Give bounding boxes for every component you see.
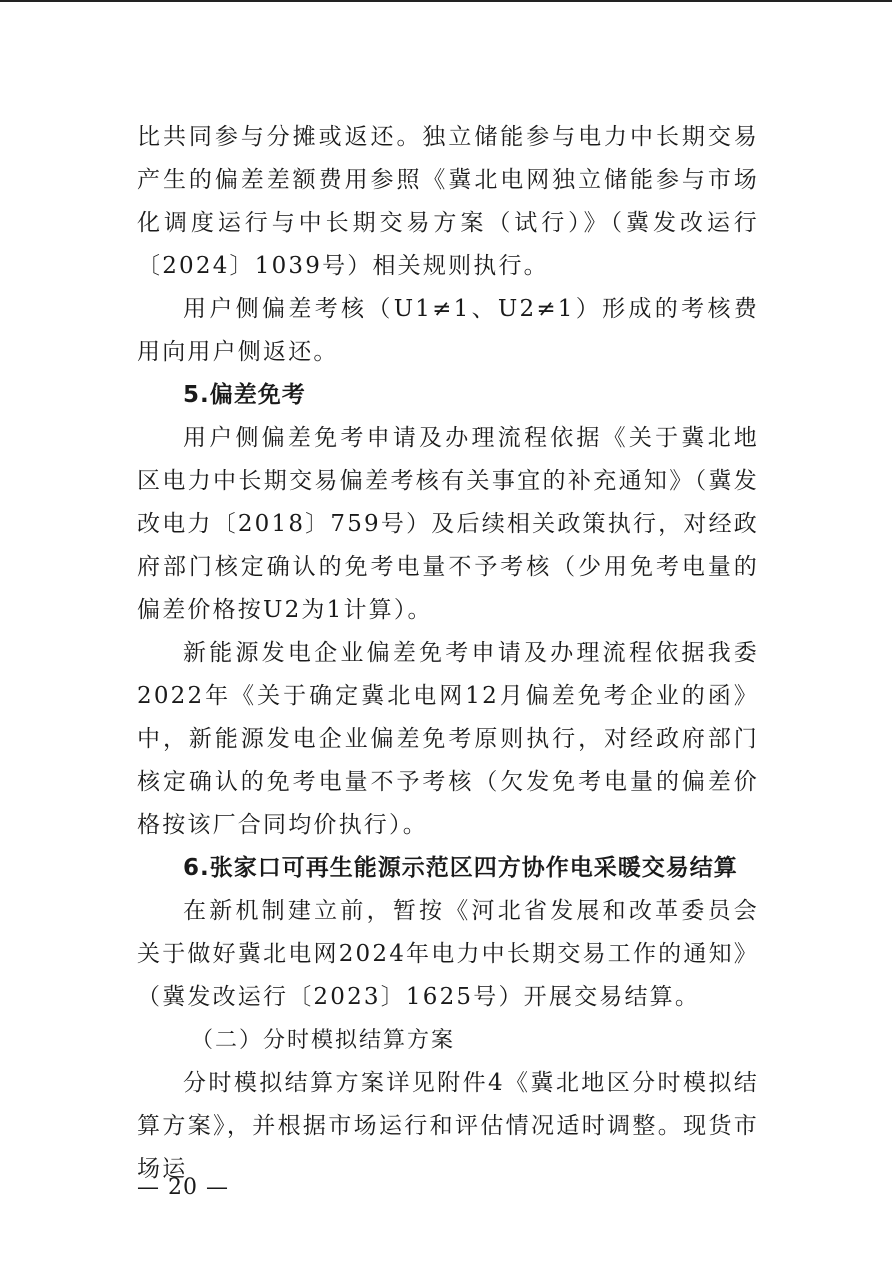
paragraph-storage-deviation-fees: 比共同参与分摊或返还。独立储能参与电力中长期交易产生的偏差差额费用参照《冀北电网独立储能参与市场化调度运行与中长期交易方案（试行）》（冀发改运行〔2024〕1039号）相关规则执行。: [137, 124, 759, 279]
paragraph-user-side-assessment: 用户侧偏差考核（U1≠1、U2≠1）形成的考核费用向用户侧返还。: [137, 296, 759, 365]
section-heading-deviation-exemption: 5.偏差免考: [183, 382, 306, 408]
paragraph-user-side-exemption: 用户侧偏差免考申请及办理流程依据《关于冀北地区电力中长期交易偏差考核有关事宜的补充通知》（冀发改电力〔2018〕759号）及后续相关政策执行，对经政府部门核定确认的免考电量不予考核（少用免考电量的偏差价格按U2为1计算）。: [137, 425, 759, 623]
paragraph-new-energy-exemption: 新能源发电企业偏差免考申请及办理流程依据我委2022年《关于确定冀北电网12月偏差免考企业的函》中，新能源发电企业偏差免考原则执行，对经政府部门核定确认的免考电量不予考核（欠发免考电量的偏差价格按该厂合同均价执行）。: [137, 640, 759, 838]
document-body: [137, 116, 759, 1191]
subsection-heading-time-sharing: （二）分时模拟结算方案: [191, 1028, 456, 1053]
page-number: — 20 —: [137, 1175, 229, 1200]
paragraph-time-sharing-plan: 分时模拟结算方案详见附件4《冀北地区分时模拟结算方案》，并根据市场运行和评估情况适时调整。现货市场运: [137, 1070, 759, 1182]
section-heading-zhangjiakou-settlement: 6.张家口可再生能源示范区四方协作电采暖交易结算: [183, 855, 738, 881]
page-top-border: [0, 0, 892, 2]
paragraph-zhangjiakou-settlement: 在新机制建立前，暂按《河北省发展和改革委员会关于做好冀北电网2024年电力中长期交易工作的通知》（冀发改运行〔2023〕1625号）开展交易结算。: [137, 898, 759, 1010]
